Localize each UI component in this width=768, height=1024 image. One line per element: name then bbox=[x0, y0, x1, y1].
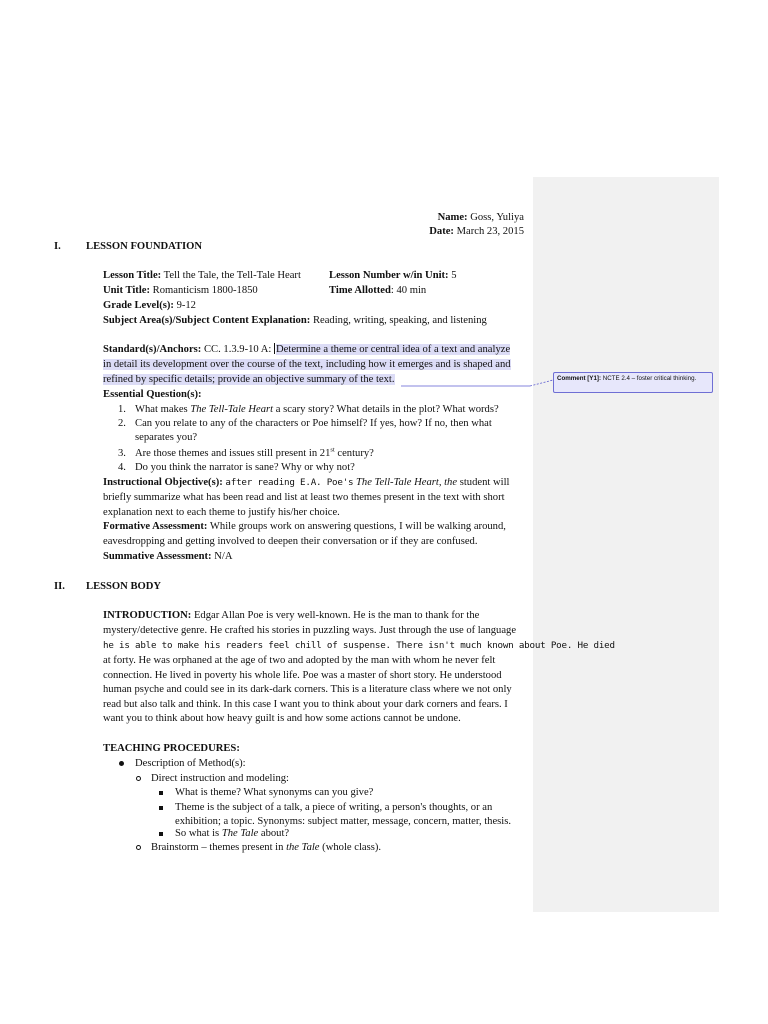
q1-title: The Tell-Tale Heart bbox=[190, 404, 274, 415]
lesson-number-label: Lesson Number w/in Unit: bbox=[329, 270, 449, 281]
q2-number: 2. bbox=[118, 418, 126, 429]
essential-questions-label: Essential Question(s): bbox=[103, 389, 202, 400]
name-label: Name: bbox=[437, 212, 468, 223]
intro-line-2: mystery/detective genre. He crafted his stories in puzzling ways. Just through the use of language bbox=[103, 625, 517, 636]
objective-label: Instructional Objective(s): bbox=[103, 477, 223, 488]
theme-definition-a: Theme is the subject of a talk, a piece of writing, a person's thoughts, or an bbox=[175, 802, 493, 813]
tale-question bbox=[175, 826, 289, 841]
text-cursor bbox=[274, 343, 275, 354]
intro-label: INTRODUCTION: bbox=[103, 610, 192, 621]
bullet-direct bbox=[136, 771, 141, 786]
q4-number: 4. bbox=[118, 462, 126, 473]
grade-line bbox=[103, 298, 196, 313]
lesson-number-line bbox=[329, 268, 457, 283]
intro-line-8: want you to think about how heavy guilt is and how some actions cannot be undone. bbox=[103, 713, 461, 724]
lesson-title-label: Lesson Title: bbox=[103, 270, 162, 281]
unit-title-line bbox=[103, 283, 258, 298]
bullet-circle bbox=[136, 776, 141, 781]
standard-line-2 bbox=[103, 357, 511, 372]
intro-line-5: connection. He lived in poverty his whole life. Poe was a master of short story. He understood bbox=[103, 670, 502, 681]
formative-text-a: While groups work on answering questions, I will be walking around, bbox=[209, 521, 506, 532]
theme-definition-b: exhibition; a topic. Synonyms: subject matter, message, concern, matter, thesis. bbox=[175, 816, 512, 827]
formative-label: Formative Assessment: bbox=[103, 521, 208, 532]
standard-line-3 bbox=[103, 372, 395, 387]
objective-title: The Tell-Tale Heart, the bbox=[356, 477, 458, 488]
objective-line-1 bbox=[103, 475, 509, 490]
bullet-circle bbox=[136, 845, 141, 850]
lesson-number-value: 5 bbox=[451, 270, 457, 281]
standard-highlight-2[interactable]: in detail its development over the course of the text, including how it emerges and is shaped and bbox=[103, 359, 511, 370]
standard-label: Standard(s)/Anchors: bbox=[103, 344, 202, 355]
formative-line-1 bbox=[103, 519, 506, 534]
intro-line-4: at forty. He was orphaned at the age of two and adopted by the man with whom he never felt bbox=[103, 655, 496, 666]
comment-balloon[interactable] bbox=[553, 372, 713, 393]
intro-line-3: he is able to make his readers feel chill of suspense. There isn't much known about Poe. He died bbox=[103, 640, 615, 651]
grade-label: Grade Level(s): bbox=[103, 300, 174, 311]
comment-pane bbox=[533, 177, 719, 912]
bullet-square bbox=[159, 806, 163, 810]
lesson-title-value: Tell the Tale, the Tell-Tale Heart bbox=[163, 270, 301, 281]
bullet-theme-def bbox=[159, 800, 163, 815]
objective-handwritten: after reading E.A. Poe's bbox=[225, 477, 354, 488]
unit-title-value: Romanticism 1800-1850 bbox=[152, 285, 258, 296]
q2-text-b: separates you? bbox=[135, 432, 198, 443]
date-line bbox=[360, 224, 524, 239]
bullet-method bbox=[119, 756, 124, 771]
subject-line bbox=[103, 313, 487, 328]
standard-line-1 bbox=[103, 342, 510, 357]
tale-question-title: The Tale bbox=[221, 828, 259, 839]
q1-number: 1. bbox=[118, 404, 126, 415]
standard-highlight-3[interactable]: refined by specific details; provide an objective summary of the text. bbox=[103, 374, 395, 385]
brainstorm-a: Brainstorm – themes present in bbox=[151, 842, 284, 853]
objective-text-a: student will bbox=[459, 477, 510, 488]
summative-value: N/A bbox=[214, 551, 233, 562]
lesson-title-line bbox=[103, 268, 301, 283]
brainstorm-title: the Tale bbox=[286, 842, 320, 853]
q1-text-a: What makes bbox=[135, 404, 188, 415]
objective-line-2: briefly summarize what has been read and list at least two themes present in the text with short bbox=[103, 492, 505, 503]
section2-title: LESSON BODY bbox=[86, 581, 162, 592]
bullet-square bbox=[159, 791, 163, 795]
time-line bbox=[329, 283, 426, 298]
q2-text-a: Can you relate to any of the characters or Poe himself? If yes, how? If no, then what bbox=[135, 418, 492, 429]
name-line bbox=[360, 210, 524, 225]
comment-label: Comment [Y1]: bbox=[557, 375, 602, 382]
section1-title: LESSON FOUNDATION bbox=[86, 241, 203, 252]
time-value: : 40 min bbox=[390, 285, 427, 296]
summative-label: Summative Assessment: bbox=[103, 551, 212, 562]
bullet-tale-q bbox=[159, 826, 163, 841]
section2-numeral: II. bbox=[54, 581, 65, 592]
standard-code: CC. 1.3.9-10 A: bbox=[203, 344, 272, 355]
standard-highlight-1[interactable]: Determine a theme or central idea of a text and analyze bbox=[276, 344, 511, 355]
tale-question-a: So what is bbox=[175, 828, 220, 839]
intro-line-1 bbox=[103, 608, 479, 623]
section1-numeral: I. bbox=[54, 241, 61, 252]
brainstorm-b: (whole class). bbox=[322, 842, 382, 853]
q4-text: Do you think the narrator is sane? Why or why not? bbox=[135, 462, 355, 473]
summative-line bbox=[103, 549, 233, 564]
theme-question: What is theme? What synonyms can you give? bbox=[175, 787, 374, 798]
grade-value: 9-12 bbox=[176, 300, 196, 311]
intro-line-7: read but also talk and think. In this case I want you to think about your dark corners and fears. I bbox=[103, 699, 508, 710]
brainstorm-line bbox=[151, 840, 381, 855]
q3-text-b: century? bbox=[337, 448, 374, 459]
method-description: Description of Method(s): bbox=[135, 758, 246, 769]
formative-line-2: eavesdropping and getting involved to deepen their conversation or if they are confused. bbox=[103, 536, 478, 547]
unit-title-label: Unit Title: bbox=[103, 285, 150, 296]
intro-text-1: Edgar Allan Poe is very well-known. He is the man to thank for the bbox=[193, 610, 480, 621]
q3-sup: st bbox=[330, 446, 335, 454]
comment-text: NCTE 2.4 – foster critical thinking. bbox=[602, 375, 697, 382]
q3-text-a: Are those themes and issues still present in 21 bbox=[135, 448, 331, 459]
subject-value: Reading, writing, speaking, and listening bbox=[312, 315, 487, 326]
time-label: Time Allotted bbox=[329, 285, 391, 296]
tale-question-b: about? bbox=[260, 828, 290, 839]
date-value: March 23, 2015 bbox=[456, 226, 524, 237]
bullet-dot bbox=[119, 761, 124, 766]
bullet-square bbox=[159, 832, 163, 836]
objective-line-3: explanation next to each theme to justify his/her choice. bbox=[103, 507, 340, 518]
name-value: Goss, Yuliya bbox=[470, 212, 524, 223]
bullet-brainstorm bbox=[136, 840, 141, 855]
subject-label: Subject Area(s)/Subject Content Explanation: bbox=[103, 315, 311, 326]
q3-number: 3. bbox=[118, 448, 126, 459]
intro-line-6: human psyche and could see in its dark-dark corners. This is a literature class where we not only bbox=[103, 684, 512, 695]
method-direct-instruction: Direct instruction and modeling: bbox=[151, 773, 289, 784]
date-label: Date: bbox=[429, 226, 454, 237]
bullet-theme-q bbox=[159, 785, 163, 800]
q1-text-b: a scary story? What details in the plot? What words? bbox=[275, 404, 499, 415]
q3-text bbox=[135, 446, 374, 461]
q1-text bbox=[135, 402, 499, 417]
teaching-procedures-label: TEACHING PROCEDURES: bbox=[103, 743, 240, 754]
